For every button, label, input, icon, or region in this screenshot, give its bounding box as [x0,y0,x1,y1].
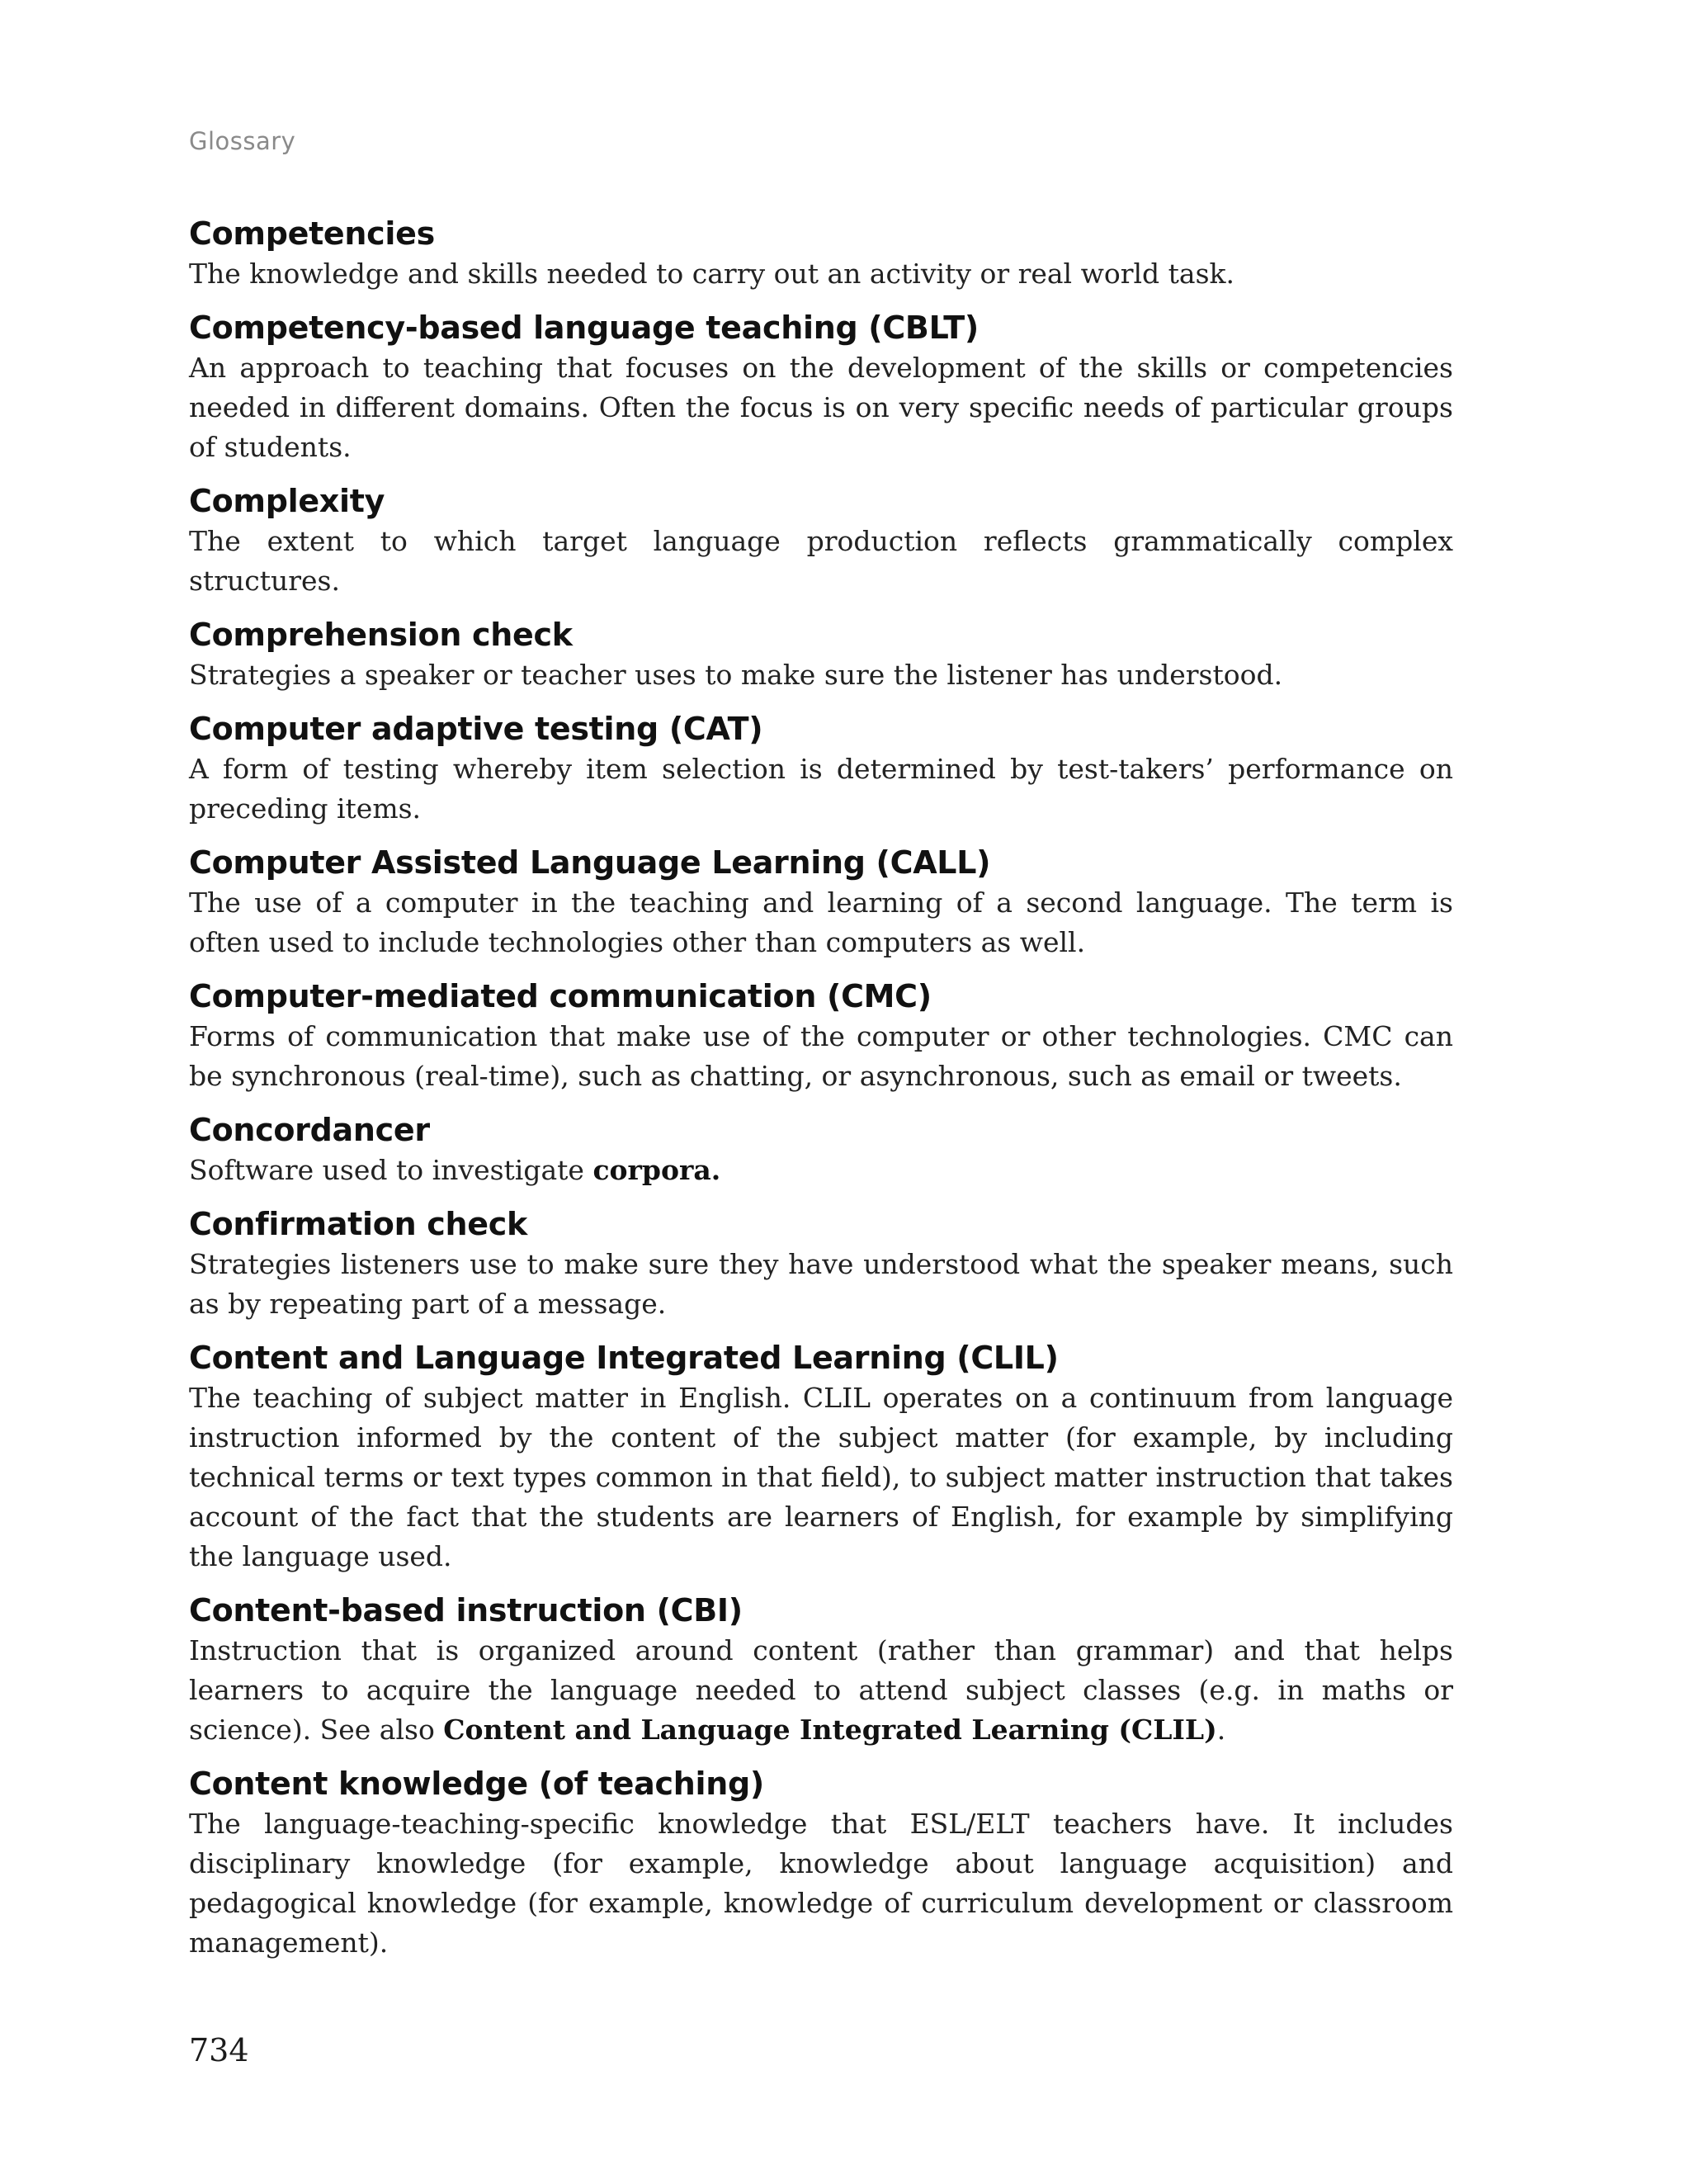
glossary-term: Competencies [189,215,435,252]
glossary-definition [189,1631,1453,1750]
glossary-definition: Forms of communication that make use of the computer or other technologies. CMC can be synchronous (real-time), such as chatting, or asynchronous, such as email or tweets. [189,1020,1453,1092]
cross-reference: corpora. [592,1154,721,1186]
glossary-term: Computer adaptive testing (CAT) [189,711,763,747]
glossary-entry [189,708,1453,829]
definition-text: . [1216,1714,1226,1746]
glossary-term: Comprehension check [189,617,573,653]
glossary-term: Computer-mediated communication (CMC) [189,978,932,1014]
glossary-term: Competency-based language teaching (CBLT) [189,310,979,346]
glossary-entry [189,307,1453,467]
glossary-entry [189,842,1453,962]
glossary-term: Confirmation check [189,1206,527,1242]
glossary-definition: The knowledge and skills needed to carry out an activity or real world task. [189,258,1235,290]
glossary-definition: An approach to teaching that focuses on the development of the skills or competencies needed in different domains. Often the focus is on very specific needs of particular groups of students. [189,352,1453,463]
glossary-entry [189,1590,1453,1750]
glossary-definition: Strategies a speaker or teacher uses to make sure the listener has understood. [189,659,1283,691]
glossary-definition: The teaching of subject matter in English. CLIL operates on a continuum from language instruction informed by the content of the subject matter (for example, by including technical terms or text types common in that field), to subject matter instruction that takes account of the fact that the students are learners of English, for example by simplifying the language used. [189,1382,1453,1572]
glossary-term: Computer Assisted Language Learning (CALL) [189,844,991,881]
glossary-entry [189,614,1453,695]
definition-text: Instruction that is organized around content (rather than grammar) and that helps learners to acquire the language needed to attend subject classes (e.g. in maths or science). See also [189,1634,1453,1746]
definition-text: Software used to investigate [189,1154,593,1186]
glossary-entry [189,1337,1453,1577]
glossary-term: Content and Language Integrated Learning (CLIL) [189,1340,1059,1376]
glossary-entry [189,1763,1453,1963]
glossary-entry [189,213,1453,294]
glossary-term: Complexity [189,483,385,519]
glossary-definition [189,1151,1453,1190]
page-number: 734 [189,2032,249,2068]
glossary-definition: The use of a computer in the teaching and learning of a second language. The term is often used to include technologies other than computers as well. [189,886,1453,958]
glossary-term: Content-based instruction (CBI) [189,1592,743,1629]
glossary-entry [189,976,1453,1096]
glossary-term: Content knowledge (of teaching) [189,1766,764,1802]
running-head: Glossary [189,127,296,155]
glossary-definition: Strategies listeners use to make sure they have understood what the speaker means, such as by repeating part of a message. [189,1248,1453,1320]
glossary-definition: A form of testing whereby item selection is determined by test-takers’ performance on preceding items. [189,753,1453,825]
glossary-entry [189,1109,1453,1190]
glossary-definition: The extent to which target language production reflects grammatically complex structures. [189,525,1453,597]
glossary-definition: The language-teaching-specific knowledge that ESL/ELT teachers have. It includes disciplinary knowledge (for example, knowledge about language acquisition) and pedagogical knowledge (for example, knowledge of curriculum development or classroom management). [189,1808,1453,1959]
glossary-list [189,213,1453,1976]
glossary-term: Concordancer [189,1112,430,1148]
cross-reference: Content and Language Integrated Learning (CLIL) [443,1714,1217,1746]
glossary-entry [189,1203,1453,1324]
glossary-entry [189,480,1453,601]
